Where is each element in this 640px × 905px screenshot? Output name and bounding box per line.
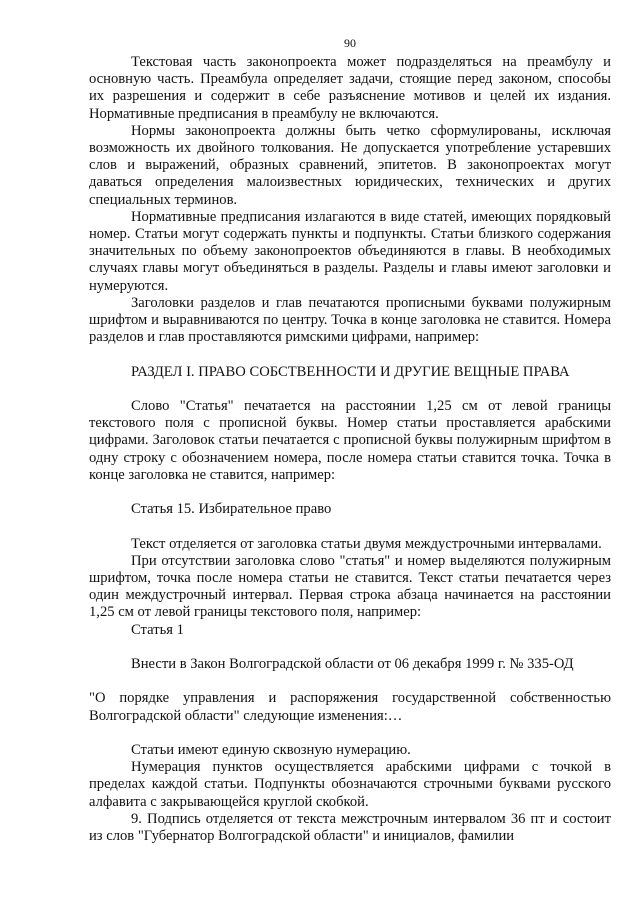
paragraph-no-heading: При отсутствии заголовка слово "статья" и номер выделяются полужирным шрифтом, точка после номера статьи не ставится. Текст статьи печатается через один междустрочный интервал. Первая строка абзаца начинается на расстоянии 1,25 см от левой границы текстового поля, например: — [89, 552, 611, 621]
example-section-heading: РАЗДЕЛ I. ПРАВО СОБСТВЕННОСТИ И ДРУГИЕ ВЕЩНЫЕ ПРАВА — [131, 363, 570, 380]
spacer — [89, 673, 611, 690]
example-amendment-title: "О порядке управления и распоряжения государственной собственностью Волгоградской области" следующие изменения:… — [89, 690, 611, 724]
example-amendment-line: Внести в Закон Волгоградской области от 06 декабря 1999 г. № 335-ОД — [131, 656, 574, 673]
paragraph-points: Нумерация пунктов осуществляется арабскими цифрами с точкой в пределах каждой статьи. Подпункты обозначаются строчными буквами русского алфавита с закрывающейся круглой скобкой. — [89, 759, 611, 810]
example-article-heading: Статья 15. Избирательное право — [131, 501, 332, 518]
spacer — [89, 346, 611, 363]
spacer — [89, 484, 611, 501]
paragraph-headings: Заголовки разделов и глав печатаются прописными буквами полужирным шрифтом и выравниваются по центру. Точка в конце заголовка не ставится. Номера разделов и глав проставляются римскими цифрами, например: — [89, 294, 611, 346]
spacer — [89, 639, 611, 656]
paragraph-article-word: Слово "Статья" печатается на расстоянии 1,25 см от левой границы текстового поля с прописной буквы. Номер статьи проставляется арабскими цифрами. Заголовок статьи печатается с прописной буквы полужирным шрифтом в одну строку с обозначением номера, после номера статьи ставится точка. Точка в конце заголовка не ставится, например: — [89, 398, 611, 483]
page-number: 90 — [344, 36, 356, 50]
spacer — [89, 725, 611, 742]
paragraph-norms: Нормы законопроекта должны быть четко сформулированы, исключая возможность их двойного толкования. Не допускается употребление устаревших слов и выражений, образных сравнений, эпитетов. В законопроектах могут даваться определения малоизвестных юридических, технических и других специальных терминов. — [89, 122, 611, 208]
paragraph-text-separation: Текст отделяется от заголовка статьи двумя междустрочными интервалами. — [131, 535, 602, 552]
paragraph-numbering: Статьи имеют единую сквозную нумерацию. — [131, 742, 411, 759]
paragraph-preamble: Текстовая часть законопроекта может подразделяться на преамбулу и основную часть. Преамбула определяет задачи, стоящие перед законом, способы их разрешения и содержит в себе разъяснение мотивов и целей их издания. Нормативные предписания в преамбулу не включаются. — [89, 54, 611, 122]
paragraph-articles: Нормативные предписания излагаются в виде статей, имеющих порядковый номер. Статьи могут содержать пункты и подпункты. Статьи близкого содержания значительных по объему законопроектов объединяются в главы. В необходимых случаях главы могут объединяться в разделы. Разделы и главы имеют заголовки и нумеруются. — [89, 208, 611, 294]
spacer — [89, 518, 611, 535]
spacer — [89, 381, 611, 398]
example-article-1: Статья 1 — [131, 621, 184, 638]
document-page — [89, 36, 611, 845]
paragraph-signature: 9. Подпись отделяется от текста межстрочным интервалом 36 пт и состоит из слов "Губернатор Волгоградской области" и инициалов, фамилии — [89, 810, 611, 845]
